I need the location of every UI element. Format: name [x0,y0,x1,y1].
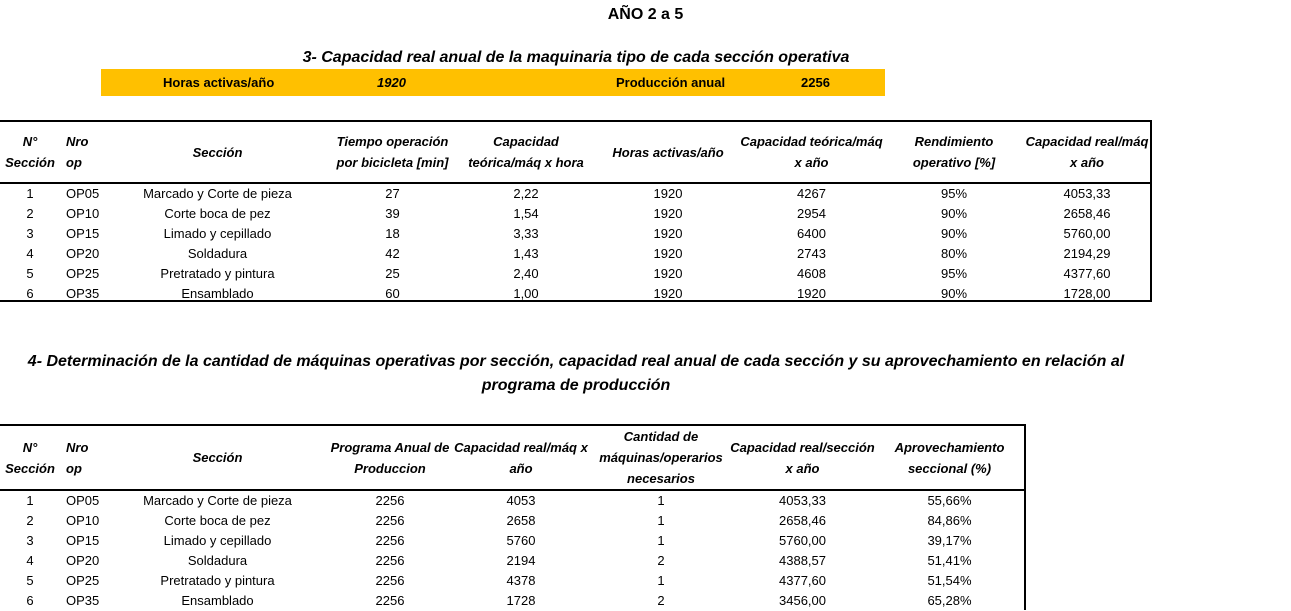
header-capacidad-real: Capacidad real/máq x año [1025,134,1149,170]
cell-real: 2658,46 [1063,206,1111,221]
cell-section: Limado y cepillado [163,226,272,241]
header-seccion: Sección [192,450,243,465]
cell-op: OP05 [66,186,100,201]
cell-hours: 1920 [653,286,683,301]
cell-real_cap: 4053 [506,493,536,508]
cell-section: Soldadura [187,553,248,568]
cell-time: 60 [385,286,400,301]
cell-hours: 1920 [653,246,683,261]
cell-cap_hour: 3,33 [513,226,539,241]
header-nro-op: Nro op [66,439,89,476]
cell-n: 3 [26,226,34,241]
cell-section: Ensamblado [181,593,254,608]
cell-cap_hour: 1,43 [513,246,539,261]
cell-machines: 1 [657,573,665,588]
cell-real: 4053,33 [1063,186,1111,201]
table-row [0,490,1024,511]
table-row [0,511,1024,531]
cell-op: OP25 [66,573,100,588]
machines-table-header [0,426,1024,490]
cell-cap_year: 2954 [797,206,826,221]
header-capacidad-ano: Capacidad teórica/máq x año [740,134,883,170]
capacity-table-header [0,122,1150,183]
table-row [0,224,1150,244]
cell-cap_hour: 2,40 [513,266,539,281]
header-tiempo: Tiempo operación por bicicleta [min] [336,134,449,170]
machines-table-frame [0,424,1026,610]
cell-section: Limado y cepillado [163,533,272,548]
hours-value: 1920 [377,75,406,90]
cell-sec_cap: 4377,60 [779,573,826,588]
cell-cap_hour: 2,22 [513,186,539,201]
cell-time: 18 [385,226,400,241]
cell-cap_year: 6400 [797,226,826,241]
capacity-table [0,122,1150,304]
header-horas: Horas activas/año [612,144,724,160]
cell-usage: 84,86% [927,513,972,528]
cell-n: 1 [26,186,34,201]
cell-machines: 2 [657,593,665,608]
cell-hours: 1920 [653,186,683,201]
section4-title-line2: programa de producción [481,377,671,394]
cell-real_cap: 2658 [506,513,536,528]
cell-sec_cap: 2658,46 [779,513,826,528]
cell-cap_year: 4267 [797,186,826,201]
capacity-table-frame [0,120,1152,302]
cell-usage: 65,28% [927,593,972,608]
cell-op: OP10 [66,513,100,528]
cell-time: 39 [385,206,400,221]
table-row [0,264,1150,284]
cell-machines: 1 [657,533,665,548]
cell-machines: 1 [657,493,665,508]
section4-title: 4- Determinación de la cantidad de máquinas operativas por sección, capacidad real anual de cada sección y su aprovechamiento en relación al [27,353,1125,370]
header-programa: Programa Anual de Produccion [330,439,450,476]
cell-n: 5 [26,573,34,588]
cell-cap_hour: 1,54 [513,206,539,221]
cell-section: Ensamblado [181,286,254,301]
cell-section: Corte boca de pez [164,513,271,528]
cell-real: 2194,29 [1063,246,1111,261]
cell-op: OP15 [66,226,100,241]
table-row [0,284,1150,304]
production-label: Producción anual [616,75,726,90]
cell-n: 4 [26,246,34,261]
cell-usage: 39,17% [927,533,972,548]
hours-label: Horas activas/año [163,75,275,90]
cell-n: 3 [26,533,34,548]
cell-real: 1728,00 [1063,286,1111,301]
cell-program: 2256 [375,493,405,508]
cell-op: OP15 [66,533,100,548]
cell-real: 5760,00 [1063,226,1111,241]
cell-section: Soldadura [187,246,248,261]
table-row [0,204,1150,224]
cell-perf: 90% [940,286,968,301]
header-cantidad: Cantidad de máquinas/operarios necesarios [599,429,723,486]
page-title: AÑO 2 a 5 [607,6,684,23]
cell-cap_hour: 1,00 [513,286,539,301]
cell-real_cap: 1728 [506,593,536,608]
cell-time: 25 [385,266,400,281]
cell-n: 6 [26,593,34,608]
cell-n: 1 [26,493,34,508]
cell-usage: 55,66% [927,493,972,508]
header-n-seccion: N° Sección [5,439,55,476]
table-row [0,183,1150,204]
cell-cap_year: 4608 [797,266,826,281]
cell-hours: 1920 [653,206,683,221]
production-value: 2256 [801,75,830,90]
cell-op: OP25 [66,266,100,281]
cell-section: Marcado y Corte de pieza [143,493,292,508]
header-capacidad-hora: Capacidad teórica/máq x hora [468,134,584,170]
cell-hours: 1920 [653,226,683,241]
header-capacidad-real: Capacidad real/máq x año [454,439,588,476]
header-rendimiento: Rendimiento operativo [%] [912,134,996,170]
machines-table [0,426,1024,611]
cell-time: 42 [385,246,400,261]
cell-sec_cap: 4053,33 [779,493,826,508]
cell-program: 2256 [375,553,405,568]
cell-program: 2256 [375,533,405,548]
cell-real_cap: 4378 [506,573,536,588]
parameters-band [101,69,885,96]
cell-program: 2256 [375,593,405,608]
table-row [0,531,1024,551]
cell-op: OP35 [66,593,100,608]
cell-perf: 90% [940,206,968,221]
cell-machines: 2 [657,553,665,568]
cell-perf: 95% [940,266,968,281]
cell-cap_year: 1920 [797,286,826,301]
header-seccion: Sección [192,144,243,160]
cell-n: 5 [26,266,34,281]
cell-machines: 1 [657,513,665,528]
cell-sec_cap: 4388,57 [779,553,826,568]
cell-usage: 51,41% [927,553,972,568]
cell-sec_cap: 5760,00 [779,533,826,548]
cell-section: Corte boca de pez [164,206,271,221]
cell-program: 2256 [375,573,405,588]
cell-time: 27 [385,186,400,201]
cell-n: 2 [26,513,34,528]
cell-perf: 95% [940,186,968,201]
table-row [0,591,1024,611]
cell-n: 4 [26,553,34,568]
cell-program: 2256 [375,513,405,528]
cell-hours: 1920 [653,266,683,281]
cell-n: 6 [26,286,34,301]
cell-real: 4377,60 [1063,266,1111,281]
cell-n: 2 [26,206,34,221]
cell-section: Marcado y Corte de pieza [143,186,292,201]
table-row [0,244,1150,264]
header-n-seccion: N° Sección [5,134,55,170]
cell-section: Pretratado y pintura [160,266,275,281]
cell-perf: 90% [940,226,968,241]
cell-op: OP10 [66,206,100,221]
cell-op: OP20 [66,553,100,568]
table-row [0,571,1024,591]
cell-usage: 51,54% [927,573,972,588]
cell-perf: 80% [940,246,968,261]
cell-real_cap: 2194 [506,553,536,568]
cell-sec_cap: 3456,00 [779,593,826,608]
table-row [0,551,1024,571]
header-nro-op: Nro op [66,134,89,170]
header-aprovechamiento: Aprovechamiento seccional (%) [894,439,1005,476]
cell-op: OP05 [66,493,100,508]
section3-title: 3- Capacidad real anual de la maquinaria tipo de cada sección operativa [302,49,850,66]
cell-cap_year: 2743 [797,246,826,261]
cell-op: OP20 [66,246,100,261]
header-capacidad-seccion: Capacidad real/sección x año [730,439,875,476]
cell-real_cap: 5760 [506,533,536,548]
cell-section: Pretratado y pintura [160,573,275,588]
cell-op: OP35 [66,286,100,301]
